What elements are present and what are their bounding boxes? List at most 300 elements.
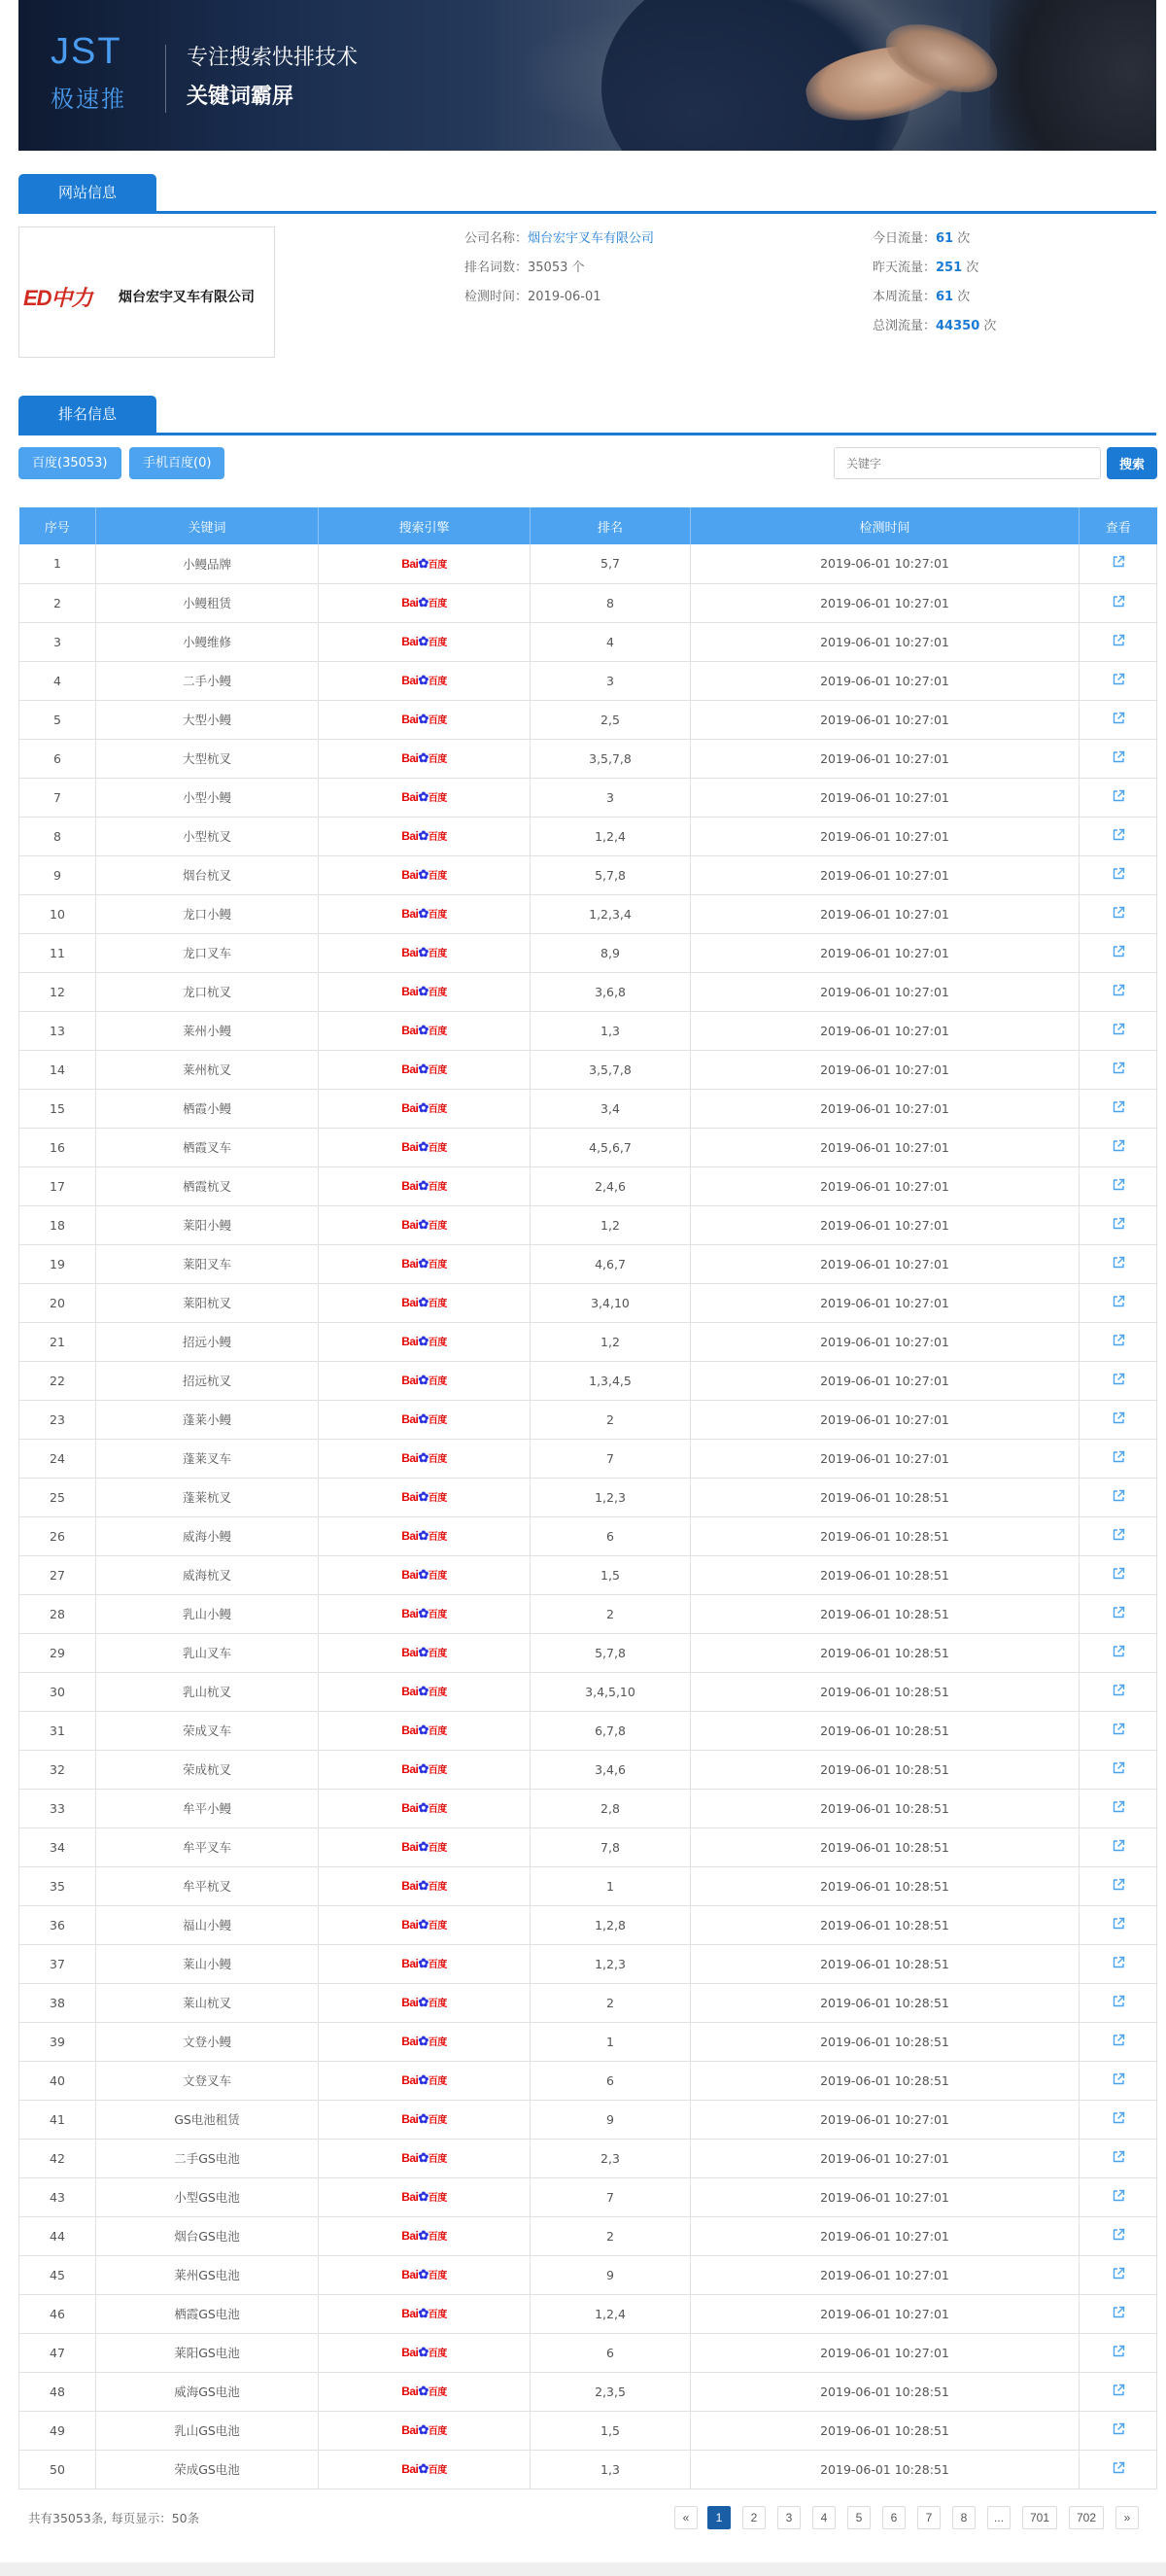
traffic-yesterday-label: 昨天流量： [873,261,937,275]
external-link-icon[interactable] [1112,1489,1125,1506]
cell-time: 2019-06-01 10:27:01 [691,972,1080,1011]
baidu-paw-icon: ✿ [418,595,429,609]
cell-keyword: 龙口叉车 [96,933,319,972]
external-link-icon[interactable] [1112,2111,1125,2128]
cell-no: 46 [19,2294,96,2333]
baidu-paw-icon: ✿ [418,2111,429,2126]
check-time-label: 检测时间： [464,290,529,304]
external-link-icon[interactable] [1112,1878,1125,1895]
traffic-yesterday-unit: 次 [962,261,979,275]
cell-keyword: 莱山小鳗 [96,1944,319,1983]
cell-engine [319,1633,531,1672]
external-link-icon[interactable] [1112,945,1125,961]
cell-engine [319,778,531,817]
baidu-logo-icon [401,2034,447,2049]
cell-time: 2019-06-01 10:27:01 [691,894,1080,933]
baidu-logo-part3: 百度 [428,832,447,843]
cell-keyword: 荣成叉车 [96,1711,319,1750]
brand-logo-main[interactable]: JST [51,31,122,72]
filter-mobile-baidu-button[interactable]: 手机百度(0) [129,447,224,479]
table-row [19,1944,1157,1983]
baidu-logo-part3: 百度 [428,2465,447,2476]
cell-time: 2019-06-01 10:28:51 [691,2022,1080,2061]
table-row [19,1594,1157,1633]
cell-rank: 2 [531,2216,691,2255]
page-button[interactable]: 2 [742,2506,766,2529]
cell-rank: 2 [531,1983,691,2022]
cell-keyword: 蓬莱杭叉 [96,1478,319,1516]
site-info-details [464,225,654,312]
external-link-icon[interactable] [1112,1139,1125,1156]
pagination-summary: 共有35053条, 每页显示：50条 [28,2511,200,2525]
table-row [19,1128,1157,1166]
cell-keyword: 龙口小鳗 [96,894,319,933]
baidu-logo-part3: 百度 [428,638,447,648]
baidu-logo-part1: Bai [401,2151,419,2165]
cell-keyword: 小鳗维修 [96,622,319,661]
cell-view [1080,1050,1157,1089]
baidu-logo-part3: 百度 [428,2310,447,2320]
baidu-paw-icon: ✿ [418,1217,429,1232]
cell-keyword: 蓬莱小鳗 [96,1400,319,1439]
cell-no: 49 [19,2411,96,2450]
cell-engine [319,1478,531,1516]
cell-time: 2019-06-01 10:27:01 [691,739,1080,778]
baidu-paw-icon: ✿ [418,1917,429,1932]
external-link-icon[interactable] [1112,673,1125,689]
baidu-logo-part1: Bai [401,1374,419,1387]
cell-engine [319,933,531,972]
cell-time: 2019-06-01 10:28:51 [691,1594,1080,1633]
baidu-logo-part3: 百度 [428,1532,447,1543]
cell-engine [319,622,531,661]
cell-keyword: 栖霞杭叉 [96,1166,319,1205]
baidu-paw-icon: ✿ [418,945,429,959]
table-row [19,2294,1157,2333]
external-link-icon[interactable] [1112,595,1125,611]
cell-keyword: 栖霞叉车 [96,1128,319,1166]
cell-keyword: 威海小鳗 [96,1516,319,1555]
baidu-logo-part3: 百度 [428,677,447,687]
external-link-icon[interactable] [1112,1100,1125,1117]
cell-no: 18 [19,1205,96,1244]
baidu-logo-icon [401,2384,447,2399]
cell-view [1080,778,1157,817]
external-link-icon[interactable] [1112,1800,1125,1817]
baidu-logo-part3: 百度 [428,754,447,765]
cell-keyword: 招远小鳗 [96,1322,319,1361]
external-link-icon[interactable] [1112,2189,1125,2206]
baidu-logo-icon [401,673,447,688]
baidu-logo-part3: 百度 [428,2076,447,2087]
cell-keyword: 莱州小鳗 [96,1011,319,1050]
cell-engine [319,1905,531,1944]
cell-no: 17 [19,1166,96,1205]
baidu-logo-part1: Bai [401,1412,419,1426]
baidu-paw-icon: ✿ [418,2345,429,2359]
baidu-logo-part3: 百度 [428,910,447,921]
cell-engine [319,1089,531,1128]
external-link-icon[interactable] [1112,1178,1125,1195]
cell-rank: 1,2,4 [531,817,691,855]
baidu-logo-part1: Bai [401,1607,419,1620]
cell-keyword: 小型GS电池 [96,2177,319,2216]
external-link-icon[interactable] [1112,2345,1125,2361]
cell-view [1080,1905,1157,1944]
page-button[interactable]: 6 [882,2506,906,2529]
page-ellipsis: ... [987,2506,1011,2529]
company-name-row [464,225,654,254]
cell-time: 2019-06-01 10:28:51 [691,1672,1080,1711]
cell-no: 15 [19,1089,96,1128]
cell-view [1080,739,1157,778]
cell-engine [319,1205,531,1244]
external-link-icon[interactable] [1112,1023,1125,1039]
cell-view [1080,2294,1157,2333]
traffic-yesterday-row [873,254,996,283]
cell-view [1080,2411,1157,2450]
cell-view [1080,1711,1157,1750]
traffic-total-unit: 次 [979,319,997,333]
cell-keyword: 福山小鳗 [96,1905,319,1944]
page-next-button[interactable]: » [1115,2506,1139,2529]
cell-engine [319,2372,531,2411]
cell-rank: 9 [531,2100,691,2139]
cell-no: 44 [19,2216,96,2255]
cell-engine [319,1400,531,1439]
baidu-logo-part3: 百度 [428,599,447,609]
external-link-icon[interactable] [1112,1606,1125,1622]
external-link-icon[interactable] [1112,1295,1125,1311]
cell-rank: 1,2 [531,1322,691,1361]
external-link-icon[interactable] [1112,2150,1125,2167]
baidu-logo-part3: 百度 [428,2193,447,2204]
baidu-paw-icon: ✿ [418,2189,429,2204]
cell-view [1080,855,1157,894]
cell-time: 2019-06-01 10:27:01 [691,2333,1080,2372]
table-row [19,2372,1157,2411]
external-link-icon[interactable] [1112,1684,1125,1700]
external-link-icon[interactable] [1112,2034,1125,2050]
baidu-logo-icon [401,789,447,805]
baidu-logo-icon [401,1100,447,1116]
cell-keyword: 招远杭叉 [96,1361,319,1400]
baidu-logo-icon [401,1878,447,1894]
cell-rank: 5,7,8 [531,855,691,894]
baidu-logo-part1: Bai [401,1062,419,1076]
cell-engine [319,2294,531,2333]
table-row [19,1400,1157,1439]
external-link-icon[interactable] [1112,1761,1125,1778]
baidu-logo-part3: 百度 [428,1415,447,1426]
cell-time: 2019-06-01 10:27:01 [691,544,1080,583]
cell-view [1080,1750,1157,1789]
table-body [19,544,1157,2489]
page-button[interactable]: 5 [847,2506,871,2529]
search-button[interactable]: 搜索 [1107,447,1157,479]
cell-rank: 5,7 [531,544,691,583]
cell-keyword: 牟平小鳗 [96,1789,319,1828]
cell-engine [319,700,531,739]
baidu-logo-part3: 百度 [428,2037,447,2048]
traffic-total-row [873,312,996,341]
cell-view [1080,1828,1157,1866]
baidu-logo-icon [401,1062,447,1077]
page-button[interactable]: 4 [812,2506,836,2529]
baidu-logo-icon [401,1956,447,1971]
cell-view [1080,2139,1157,2177]
table-row [19,622,1157,661]
baidu-paw-icon: ✿ [418,1684,429,1698]
table-header-row [19,507,1157,544]
cell-no: 30 [19,1672,96,1711]
table-row [19,2216,1157,2255]
baidu-logo-part1: Bai [401,635,419,648]
baidu-logo-part3: 百度 [428,1454,447,1465]
cell-no: 33 [19,1789,96,1828]
cell-view [1080,1361,1157,1400]
cell-no: 50 [19,2450,96,2489]
external-link-icon[interactable] [1112,2306,1125,2322]
baidu-logo-icon [401,2228,447,2244]
cell-no: 38 [19,1983,96,2022]
baidu-logo-part1: Bai [401,1451,419,1465]
cell-no: 35 [19,1866,96,1905]
cell-keyword: 莱山杭叉 [96,1983,319,2022]
external-link-icon[interactable] [1112,2228,1125,2245]
table-row [19,1361,1157,1400]
cell-keyword: 莱州GS电池 [96,2255,319,2294]
site-info-tab[interactable]: 网站信息 [18,174,156,211]
cell-rank: 3,6,8 [531,972,691,1011]
page-button[interactable]: 702 [1069,2506,1104,2529]
baidu-paw-icon: ✿ [418,1878,429,1893]
table-row [19,1050,1157,1089]
baidu-logo-icon [401,984,447,999]
external-link-icon[interactable] [1112,1723,1125,1739]
cell-view [1080,1633,1157,1672]
page-prev-button[interactable]: « [674,2506,698,2529]
external-link-icon[interactable] [1112,1839,1125,1856]
cell-rank: 1,2,3 [531,1944,691,1983]
cell-rank: 7 [531,2177,691,2216]
table-row [19,1633,1157,1672]
cell-engine [319,2139,531,2177]
cell-time: 2019-06-01 10:27:01 [691,1205,1080,1244]
baidu-logo-part3: 百度 [428,1688,447,1698]
external-link-icon[interactable] [1112,2267,1125,2283]
baidu-logo-icon [401,1567,447,1583]
external-link-icon[interactable] [1112,750,1125,767]
baidu-paw-icon: ✿ [418,1528,429,1543]
baidu-logo-part3: 百度 [428,2115,447,2126]
cell-keyword: 小鳗品牌 [96,544,319,583]
cell-engine [319,2022,531,2061]
cell-no: 42 [19,2139,96,2177]
cell-no: 27 [19,1555,96,1594]
cell-time: 2019-06-01 10:27:01 [691,1361,1080,1400]
cell-engine [319,544,531,583]
cell-time: 2019-06-01 10:27:01 [691,2255,1080,2294]
keyword-search-input[interactable] [834,447,1101,479]
cell-view [1080,622,1157,661]
baidu-logo-part3: 百度 [428,1571,447,1582]
cell-rank: 1,2,4 [531,2294,691,2333]
cell-rank: 2,3,5 [531,2372,691,2411]
external-link-icon[interactable] [1112,1217,1125,1234]
cell-time: 2019-06-01 10:28:51 [691,2450,1080,2489]
external-link-icon[interactable] [1112,1528,1125,1545]
baidu-paw-icon: ✿ [418,2461,429,2476]
baidu-logo-icon [401,1917,447,1932]
cell-view [1080,1400,1157,1439]
external-link-icon[interactable] [1112,1645,1125,1661]
cell-view [1080,1866,1157,1905]
cell-rank: 4 [531,622,691,661]
external-link-icon[interactable] [1112,789,1125,806]
external-link-icon[interactable] [1112,984,1125,1000]
external-link-icon[interactable] [1112,712,1125,728]
external-link-icon[interactable] [1112,555,1125,572]
cell-keyword: 荣成GS电池 [96,2450,319,2489]
rank-info-tab[interactable]: 排名信息 [18,396,156,433]
baidu-logo-icon [401,1723,447,1738]
external-link-icon[interactable] [1112,2384,1125,2400]
baidu-logo-part3: 百度 [428,1610,447,1620]
cell-time: 2019-06-01 10:27:01 [691,583,1080,622]
filter-baidu-button[interactable]: 百度(35053) [18,447,121,479]
baidu-logo-icon [401,1528,447,1544]
external-link-icon[interactable] [1112,1995,1125,2011]
col-header-keyword: 关键词 [96,507,319,544]
external-link-icon[interactable] [1112,1956,1125,1972]
baidu-logo-icon [401,2111,447,2127]
baidu-logo-part3: 百度 [428,1843,447,1854]
cell-no: 6 [19,739,96,778]
cell-keyword: 乳山叉车 [96,1633,319,1672]
cell-keyword: 莱阳叉车 [96,1244,319,1283]
external-link-icon[interactable] [1112,1373,1125,1389]
external-link-icon[interactable] [1112,2422,1125,2439]
cell-keyword: 龙口杭叉 [96,972,319,1011]
baidu-paw-icon: ✿ [418,1606,429,1620]
cell-time: 2019-06-01 10:27:01 [691,1322,1080,1361]
cell-no: 48 [19,2372,96,2411]
baidu-logo-part1: Bai [401,1996,419,2009]
cell-view [1080,2022,1157,2061]
external-link-icon[interactable] [1112,1062,1125,1078]
external-link-icon[interactable] [1112,1256,1125,1272]
external-link-icon[interactable] [1112,1917,1125,1933]
page-button[interactable]: 1 [707,2506,731,2529]
cell-time: 2019-06-01 10:27:01 [691,1011,1080,1050]
baidu-logo-icon [401,1217,447,1233]
cell-rank: 6,7,8 [531,1711,691,1750]
cell-keyword: 二手小鳗 [96,661,319,700]
table-row [19,1166,1157,1205]
cell-view [1080,2100,1157,2139]
external-link-icon[interactable] [1112,1567,1125,1584]
baidu-logo-icon [401,1489,447,1505]
baidu-logo-icon [401,1139,447,1155]
external-link-icon[interactable] [1112,867,1125,884]
cell-rank: 2,5 [531,700,691,739]
page-button[interactable]: 701 [1022,2506,1057,2529]
external-link-icon[interactable] [1112,1334,1125,1350]
cell-time: 2019-06-01 10:28:51 [691,1516,1080,1555]
external-link-icon[interactable] [1112,1411,1125,1428]
cell-engine [319,583,531,622]
cell-keyword: 大型杭叉 [96,739,319,778]
baidu-logo-part3: 百度 [428,1999,447,2009]
baidu-logo-part1: Bai [401,1296,419,1309]
baidu-logo-icon [401,1256,447,1271]
baidu-logo-part1: Bai [401,2423,419,2437]
cell-no: 5 [19,700,96,739]
page-button[interactable]: 7 [917,2506,941,2529]
external-link-icon[interactable] [1112,1450,1125,1467]
baidu-logo-icon [401,1995,447,2010]
table-row [19,661,1157,700]
cell-rank: 7,8 [531,1828,691,1866]
cell-engine [319,1672,531,1711]
col-header-no: 序号 [19,507,96,544]
cell-rank: 3,4 [531,1089,691,1128]
cell-no: 26 [19,1516,96,1555]
baidu-logo-part3: 百度 [428,2387,447,2398]
cell-no: 37 [19,1944,96,1983]
cell-view [1080,2450,1157,2489]
cell-view [1080,1555,1157,1594]
cell-view [1080,1478,1157,1516]
external-link-icon[interactable] [1112,634,1125,650]
cell-engine [319,2216,531,2255]
cell-time: 2019-06-01 10:27:01 [691,1244,1080,1283]
cell-rank: 6 [531,1516,691,1555]
col-header-time: 检测时间 [691,507,1080,544]
cell-time: 2019-06-01 10:28:51 [691,1750,1080,1789]
traffic-total-label: 总浏流量： [873,319,937,333]
table-row [19,739,1157,778]
page-button[interactable]: 3 [777,2506,801,2529]
cell-engine [319,661,531,700]
cell-view [1080,1789,1157,1828]
baidu-logo-part3: 百度 [428,988,447,998]
baidu-paw-icon: ✿ [418,2150,429,2165]
external-link-icon[interactable] [1112,2072,1125,2089]
company-name-link[interactable]: 烟台宏宇叉车有限公司 [528,231,655,246]
baidu-logo-part1: Bai [401,1218,419,1232]
cell-engine [319,1711,531,1750]
cell-no: 4 [19,661,96,700]
cell-view [1080,2177,1157,2216]
external-link-icon[interactable] [1112,2461,1125,2478]
cell-view [1080,1128,1157,1166]
cell-no: 32 [19,1750,96,1789]
baidu-logo-part1: Bai [401,1529,419,1543]
external-link-icon[interactable] [1112,828,1125,845]
page-button[interactable]: 8 [952,2506,976,2529]
cell-rank: 1 [531,1866,691,1905]
baidu-paw-icon: ✿ [418,1839,429,1854]
table-row [19,894,1157,933]
external-link-icon[interactable] [1112,906,1125,922]
baidu-logo-part3: 百度 [428,559,447,571]
cell-engine [319,2333,531,2372]
cell-time: 2019-06-01 10:28:51 [691,1828,1080,1866]
baidu-logo-icon [401,712,447,727]
cell-view [1080,1166,1157,1205]
